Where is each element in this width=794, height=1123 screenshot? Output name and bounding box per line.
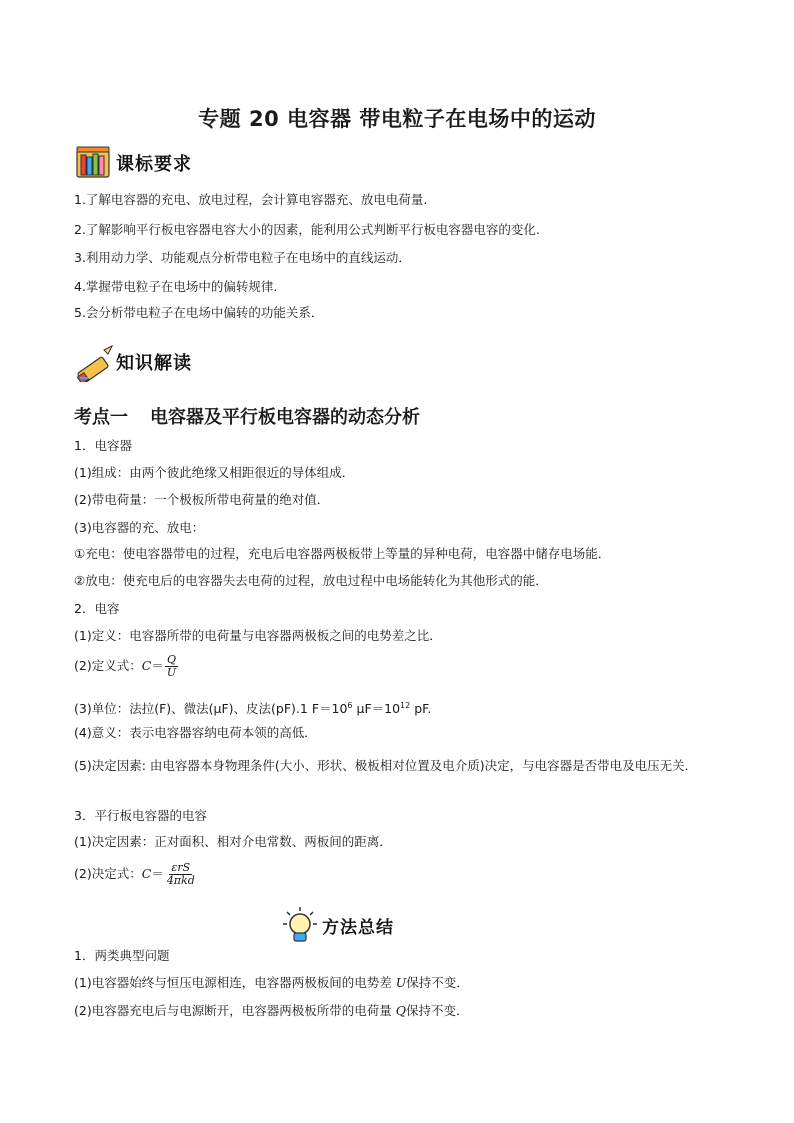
section-banner-method: [282, 906, 394, 944]
paragraph: (3)电容器的充、放电：: [74, 520, 205, 535]
formula-line: (2)定义式：C＝ $\frac{Q}{U}$: [74, 653, 177, 679]
paragraph: (1)电容器始终与恒压电源相连，电容器两极板间的电势差 U保持不变．: [74, 975, 469, 990]
fraction: $\frac{\text{εrS}}{\text{4πkd}}$: [166, 861, 195, 887]
paragraph: (1)决定因素：正对面积、相对介电常数、两板间的距离．: [74, 834, 392, 849]
books-icon: [74, 145, 112, 181]
page-title: 专题 20 电容器 带电粒子在电场中的运动: [198, 107, 596, 131]
section-heading: 课标要求: [116, 154, 192, 175]
paragraph: ①充电：使电容器带电的过程，充电后电容器两极板带上等量的异种电荷，电容器中储存电场能．: [74, 546, 611, 561]
lightbulb-icon: [282, 906, 318, 944]
requirement-item: 4.掌握带电粒子在电场中的偏转规律.: [74, 279, 278, 294]
kaodian-label: 考点一: [74, 407, 128, 428]
requirement-item: 2.了解影响平行板电容器电容大小的因素，能利用公式判断平行板电容器电容的变化.: [74, 222, 540, 237]
requirement-item: 3.利用动力学、功能观点分析带电粒子在电场中的直线运动．: [74, 250, 411, 265]
subheading: 1．两类典型问题: [74, 948, 170, 963]
section-heading: 方法总结: [322, 917, 394, 938]
paragraph: (4)意义：表示电容器容纳电荷本领的高低．: [74, 725, 317, 740]
subheading: 2．电容: [74, 601, 120, 616]
kaodian-title: 电容器及平行板电容器的动态分析: [150, 407, 420, 428]
section-banner-requirements: [74, 145, 192, 181]
section-banner-knowledge: [74, 342, 192, 382]
subheading: 1．电容器: [74, 438, 132, 453]
paragraph: (2)带电荷量：一个极板所带电荷量的绝对值．: [74, 492, 330, 507]
paragraph: (2)电容器充电后与电源断开，电容器两极板所带的电荷量 Q保持不变．: [74, 1003, 469, 1018]
kaodian-heading: [74, 403, 420, 429]
section-heading: 知识解读: [116, 353, 192, 374]
pencil-icon: [74, 342, 114, 382]
paragraph-units: (3)单位：法拉(F)、微法(μF)、皮法(pF).1 $F=10^6$ $\mu F=10^{12}$ pF.: [74, 701, 432, 717]
subheading: 3．平行板电容器的电容: [74, 808, 207, 823]
requirement-item: 1.了解电容器的充电、放电过程，会计算电容器充、放电电荷量.: [74, 192, 428, 207]
paragraph: (5)决定因素: 由电容器本身物理条件(大小、形状、极板相对位置及电介质)决定，与电容器是否带电及电压无关．: [74, 758, 698, 773]
paragraph: (1)定义：电容器所带的电荷量与电容器两极板之间的电势差之比．: [74, 628, 442, 643]
paragraph: (1)组成：由两个彼此绝缘又相距很近的导体组成．: [74, 465, 355, 480]
requirement-item: 5.会分析带电粒子在电场中偏转的功能关系．: [74, 305, 324, 320]
fraction: $\frac{Q}{U}$: [166, 653, 177, 679]
paragraph: ②放电：使充电后的电容器失去电荷的过程，放电过程中电场能转化为其他形式的能．: [74, 573, 548, 588]
formula-line: (2)决定式：C＝ $\frac{\text{εrS}}{\text{4πkd}}$: [74, 861, 195, 887]
